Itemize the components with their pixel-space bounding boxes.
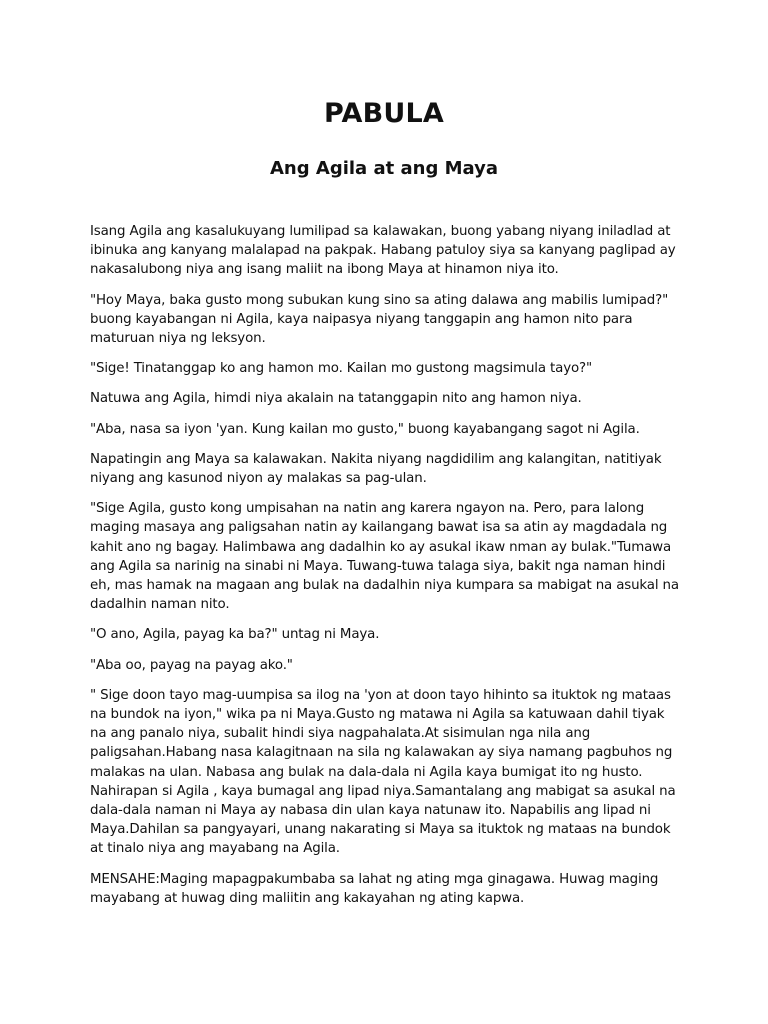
paragraph: " Sige doon tayo mag-uumpisa sa ilog na 'yon at doon tayo hihinto sa ituktok ng mataas na bundok na iyon," wika pa ni Maya.Gusto ng matawa ni Agila sa katuwaan dahil tiyak na ang panalo niya, subalit hindi siya nagpahalata.At sisimulan nga nila ang paligsahan.Habang nasa kalagitnaan na sila ng kalawakan ay siya namang pagbuhos ng malakas na ulan. Nabasa ang bulak na dala-dala ni Agila kaya bumigat ito ng husto. Nahirapan si Agila , kaya bumagal ang lipad niya.Samantalang ang mabigat sa asukal na dala-dala naman ni Maya ay nabasa din ulan kaya natunaw ito. Napabilis ang lipad ni Maya.Dahilan sa pangyayari, unang nakarating si Maya sa ituktok ng mataas na bundok at tinalo niya ang mayabang na Agila. — [90, 687, 676, 857]
page-title: PABULA — [323, 98, 444, 129]
message-paragraph: MENSAHE:Maging mapagpakumbaba sa lahat ng ating mga ginagawa. Huwag maging mayabang at huwag ding maliitin ang kakayahan ng ating kapwa. — [90, 871, 659, 906]
story-title: Ang Agila at ang Maya — [270, 158, 498, 179]
paragraph: "O ano, Agila, payag ka ba?" untag ni Maya. — [90, 627, 380, 643]
paragraph: "Hoy Maya, baka gusto mong subukan kung sino sa ating dalawa ang mabilis lumipad?" buong kayabangan ni Agila, kaya naipasya niyang tanggapin ang hamon nito para maturuan niya ng leksyon. — [90, 292, 669, 347]
story-body — [90, 222, 680, 919]
paragraph: Napatingin ang Maya sa kalawakan. Nakita niyang nagdidilim ang kalangitan, natitiyak niyang ang kasunod niyon ay malakas sa pag-ulan. — [90, 451, 662, 487]
paragraph: Natuwa ang Agila, himdi niya akalain na tatanggapin nito ang hamon niya. — [90, 391, 582, 407]
paragraph: Isang Agila ang kasalukuyang lumilipad sa kalawakan, buong yabang niyang iniladlad at ibinuka ang kanyang malalapad na pakpak. Habang patuloy siya sa kanyang paglipad ay nakasalubong niya ang isang maliit na ibong Maya at hinamon niya ito. — [90, 224, 676, 278]
paragraph: "Aba, nasa sa iyon 'yan. Kung kailan mo gusto," buong kayabangang sagot ni Agila. — [90, 421, 640, 437]
paragraph: "Aba oo, payag na payag ako." — [90, 657, 293, 673]
paragraph: "Sige! Tinatanggap ko ang hamon mo. Kailan mo gustong magsimula tayo?" — [90, 361, 592, 377]
paragraph: "Sige Agila, gusto kong umpisahan na natin ang karera ngayon na. Pero, para lalong maging masaya ang paligsahan natin ay kailangang bawat isa sa atin ay magdadala ng kahit ano ng bagay. Halimbawa ang dadalhin ko ay asukal ikaw nman ay bulak."Tumawa ang Agila sa narinig na sinabi ni Maya. Tuwang-tuwa talaga siya, bakit nga naman hindi eh, mas hamak na magaan ang bulak na dadalhin niya kumpara sa mabigat na asukal na dadalhin naman nito. — [90, 501, 679, 613]
